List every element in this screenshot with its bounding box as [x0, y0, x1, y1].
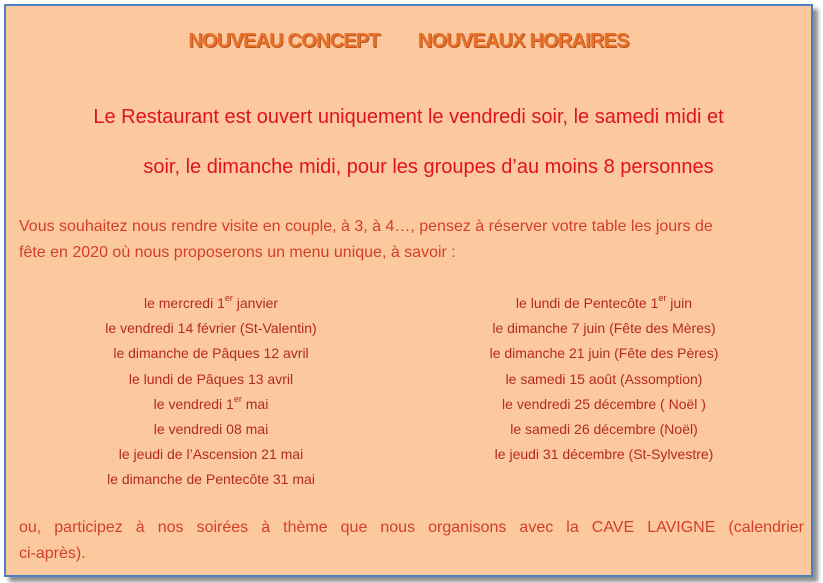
holiday-date: le lundi de Pentecôte 1er juin [515, 293, 693, 311]
holiday-date: le lundi de Pâques 13 avril [128, 370, 294, 387]
reservation-intro-line-1: Vous souhaitez nous rendre visite en couple, à 3, à 4…, pensez à réserver votre table les jours de [19, 218, 713, 235]
opening-hours-line-1: Le Restaurant est ouvert uniquement le vendredi soir, le samedi midi et [93, 106, 724, 128]
holiday-date: le dimanche de Pâques 12 avril [113, 345, 309, 362]
holiday-date: le mercredi 1er janvier [143, 293, 279, 311]
opening-hours-line-2: soir, le dimanche midi, pour les groupes d’au moins 8 personnes [143, 156, 714, 178]
headline-concept: NOUVEAU CONCEPT [188, 30, 380, 52]
announcement-card [4, 4, 813, 577]
theme-evenings-line-2: ci-après). [19, 545, 86, 562]
holiday-dates-right [444, 291, 764, 467]
holiday-date: le samedi 15 août (Assomption) [505, 370, 703, 387]
holiday-date: le dimanche de Pentecôte 31 mai [107, 471, 315, 488]
headline [6, 30, 811, 53]
theme-evenings-line-1: ou, participez à nos soirées à thème que nous organisons avec la CAVE LAVIGNE (calendrier [19, 519, 804, 536]
reservation-intro-line-2: fête en 2020 où nous proposerons un menu unique, à savoir : [19, 244, 456, 261]
holiday-dates-left [51, 291, 371, 493]
reservation-intro [19, 214, 804, 266]
theme-evenings-note [19, 515, 804, 567]
holiday-date: le jeudi 31 décembre (St-Sylvestre) [494, 446, 714, 463]
headline-hours: NOUVEAUX HORAIRES [417, 30, 629, 52]
holiday-date: le samedi 26 décembre (Noël) [510, 421, 698, 438]
holiday-date: le jeudi de l’Ascension 21 mai [118, 446, 304, 463]
holiday-date: le vendredi 08 mai [153, 421, 269, 438]
holiday-date: le dimanche 21 juin (Fête des Pères) [489, 345, 719, 362]
holiday-date: le dimanche 7 juin (Fête des Mères) [492, 320, 716, 337]
holiday-date: le vendredi 14 février (St-Valentin) [105, 320, 317, 337]
holiday-date: le vendredi 1er mai [153, 394, 269, 412]
holiday-date: le vendredi 25 décembre ( Noël ) [502, 395, 706, 412]
